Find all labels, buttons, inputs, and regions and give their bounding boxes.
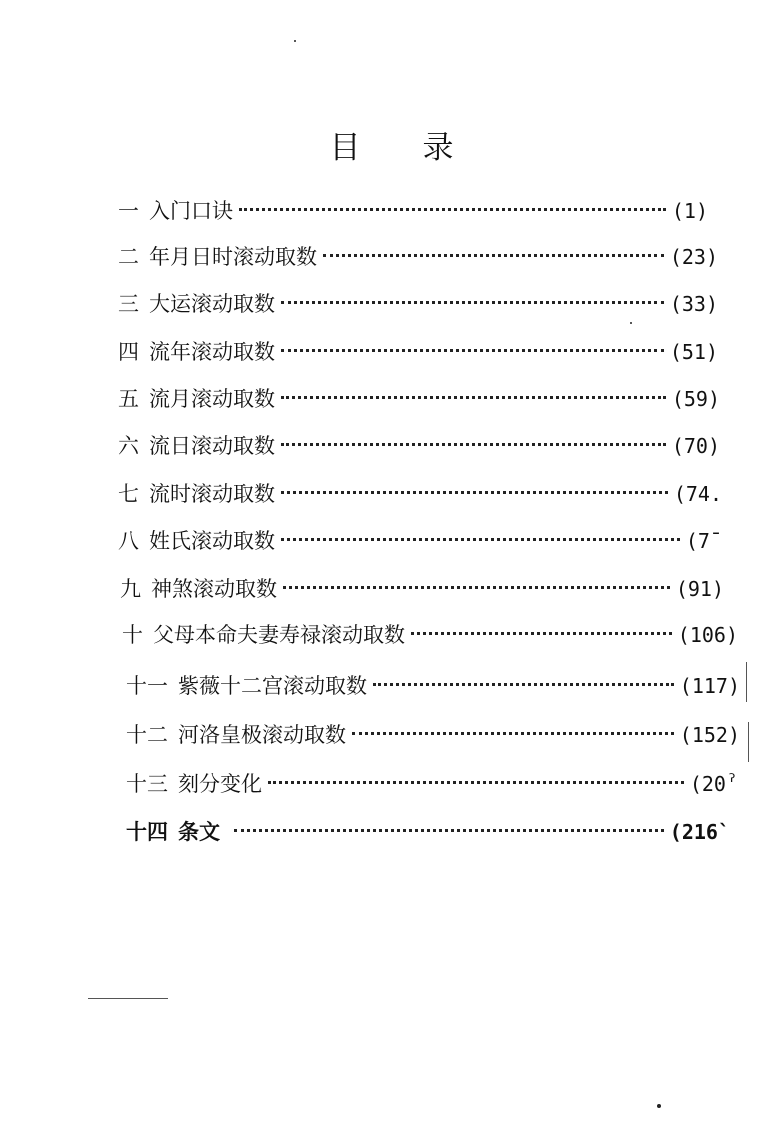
toc-leader-dots <box>281 396 666 399</box>
toc-entry-number: 七 <box>118 482 139 506</box>
toc-entry <box>126 818 730 846</box>
toc-entry-label: 刻分变化 <box>178 772 262 796</box>
scan-scratch <box>748 722 749 762</box>
toc-entry-number: 十 <box>122 623 143 647</box>
toc-leader-dots <box>323 254 664 257</box>
toc-entry-label: 父母本命夫妻寿禄滚动取数 <box>153 623 405 647</box>
toc-entry-number: 十一 <box>126 674 168 698</box>
toc-entry <box>122 621 738 649</box>
toc-entry-label: 流时滚动取数 <box>149 482 275 506</box>
toc-entry <box>118 338 718 366</box>
toc-leader-dots <box>352 732 674 735</box>
toc-leader-dots <box>373 683 674 686</box>
toc-entry <box>118 385 720 413</box>
toc-leader-dots <box>281 491 668 494</box>
toc-entry-number: 九 <box>120 577 141 601</box>
toc-entry-label: 姓氏滚动取数 <box>149 529 275 553</box>
toc-entry-number: 十四 <box>126 819 168 844</box>
toc-entry <box>118 290 718 318</box>
toc-entry-label: 流月滚动取数 <box>149 387 275 411</box>
title-char-left: 目 <box>329 130 361 166</box>
toc-leader-dots <box>281 349 664 352</box>
toc-entry-label: 大运滚动取数 <box>149 292 275 316</box>
scan-speck <box>294 40 296 42</box>
toc-entry-label: 条文 <box>178 819 220 844</box>
toc-entry <box>118 243 718 271</box>
toc-entry-page: (1) <box>671 199 708 223</box>
toc-entry <box>118 480 722 508</box>
toc-leader-dots <box>268 781 684 784</box>
toc-entry <box>126 770 738 798</box>
toc-entry-label: 入门口诀 <box>149 199 233 223</box>
toc-leader-dots <box>411 632 672 635</box>
toc-entry-page: (117) <box>679 674 740 698</box>
toc-entry-page: (59) <box>671 387 720 411</box>
page-title <box>0 122 783 167</box>
toc-entry-page: (20ˀ <box>689 772 738 796</box>
toc-entry-label: 河洛皇极滚动取数 <box>178 723 346 747</box>
toc-entry-number: 四 <box>118 340 139 364</box>
toc-leader-dots <box>239 208 666 211</box>
toc-entry-number: 三 <box>118 292 139 316</box>
toc-entry-page: (91) <box>675 577 724 601</box>
toc-entry-label: 紫薇十二宫滚动取数 <box>178 674 367 698</box>
toc-leader-dots <box>234 829 664 832</box>
toc-entry-page: (51) <box>669 340 718 364</box>
scan-scratch <box>746 662 747 702</box>
toc-entry-page: (7ˉ <box>685 529 722 553</box>
scan-scratch <box>88 998 168 999</box>
toc-entry-number: 十三 <box>126 772 168 796</box>
toc-entry-number: 二 <box>118 245 139 269</box>
toc-leader-dots <box>281 301 664 304</box>
scan-speck <box>630 322 632 324</box>
toc-entry-number: 六 <box>118 434 139 458</box>
toc-entry-number: 十二 <box>126 723 168 747</box>
toc-leader-dots <box>281 443 666 446</box>
scan-speck <box>657 1104 661 1108</box>
title-char-right: 录 <box>422 130 454 166</box>
toc-leader-dots <box>281 538 680 541</box>
toc-entry-page: (216` <box>669 820 730 844</box>
toc-entry-label: 年月日时滚动取数 <box>149 245 317 269</box>
toc-entry-page: (106) <box>677 623 738 647</box>
toc-entry-number: 一 <box>118 199 139 223</box>
toc-entry <box>118 197 708 225</box>
toc-entry-label: 流日滚动取数 <box>149 434 275 458</box>
toc-leader-dots <box>283 586 670 589</box>
toc-entry-page: (23) <box>669 245 718 269</box>
toc-entry <box>126 721 740 749</box>
toc-entry-page: (33) <box>669 292 718 316</box>
toc-entry-label: 流年滚动取数 <box>149 340 275 364</box>
toc-entry-page: (70) <box>671 434 720 458</box>
toc-entry-number: 五 <box>118 387 139 411</box>
toc-entry <box>118 432 720 460</box>
toc-entry-number: 八 <box>118 529 139 553</box>
toc-entry-label: 神煞滚动取数 <box>151 577 277 601</box>
toc-entry-page: (152) <box>679 723 740 747</box>
toc-entry <box>120 575 724 603</box>
toc-entry <box>118 527 722 555</box>
toc-entry-page: (74. <box>673 482 722 506</box>
toc-entry <box>126 672 740 700</box>
